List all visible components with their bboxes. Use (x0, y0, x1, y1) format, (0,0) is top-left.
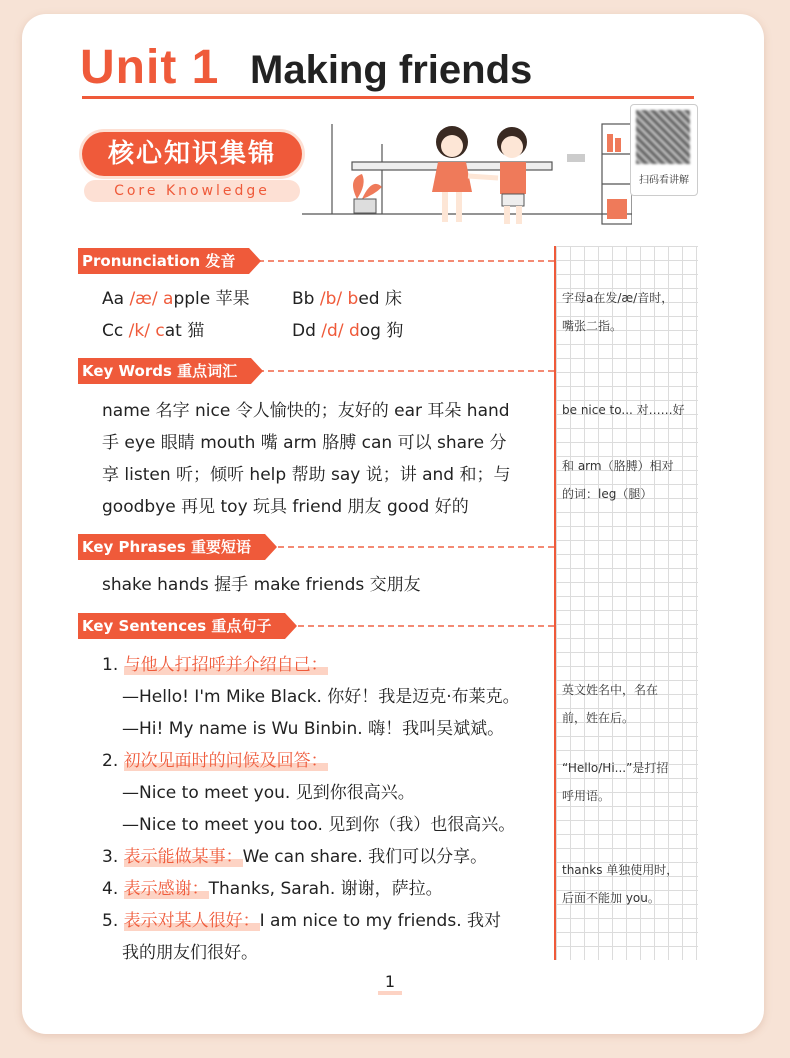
note-line: 字母a在发/æ/音时， (562, 291, 674, 305)
note-pronunciation (562, 284, 696, 340)
text: Thanks, Sarah. 谢谢，萨拉。 (208, 879, 443, 899)
pronunciation-row-4 (292, 316, 403, 341)
sentence-2b: —Nice to meet you too. 见到你（我）也很高兴。 (122, 815, 516, 835)
letters: Cc (102, 321, 124, 341)
sentence-5 (102, 906, 501, 931)
meaning: 猫 (187, 321, 205, 341)
letters: Dd (292, 321, 316, 341)
pronunciation-row-3 (102, 316, 204, 341)
core-knowledge-subtitle: Core Knowledge (84, 180, 300, 202)
sentence-2a: —Nice to meet you. 见到你很高兴。 (122, 783, 415, 803)
unit-number: Unit 1 (80, 41, 220, 94)
number: 2. (102, 751, 124, 771)
notes-grid (554, 246, 698, 960)
pronunciation-row-2 (292, 284, 402, 309)
note-line: thanks 单独使用时， (562, 863, 679, 877)
note-line: 前，姓在后。 (562, 711, 635, 725)
qr-code-image (636, 110, 690, 164)
sound: /d/ (321, 321, 344, 341)
note-line: 嘴张二指。 (562, 319, 623, 333)
number: 4. (102, 879, 124, 899)
qr-code[interactable] (630, 104, 698, 196)
sentence-2-title (102, 746, 328, 771)
unit-title: Making friends (250, 48, 533, 92)
key-words-line: 手 eye 眼睛 mouth 嘴 arm 胳膊 can 可以 share 分 (102, 433, 507, 453)
key-phrases-line: shake hands 握手 make friends 交朋友 (102, 575, 421, 595)
first-letter: d (348, 321, 360, 341)
note-line: 后面不能加 you。 (562, 891, 660, 905)
sound: /k/ (128, 321, 150, 341)
sound: /b/ (319, 289, 343, 309)
sound: /æ/ (129, 289, 158, 309)
note-nice-to (562, 396, 696, 424)
meaning: 狗 (386, 321, 404, 341)
note-line: 呼用语。 (562, 789, 611, 803)
note-line: 的词：leg（腿） (562, 487, 653, 501)
pronunciation-row-1 (102, 284, 250, 309)
text: I am nice to my friends. 我对 (259, 911, 502, 931)
note-line: be nice to... 对……好 (562, 403, 685, 417)
note-arm-leg (562, 452, 696, 508)
section-heading-key-phrases: Key Phrases 重要短语 (78, 534, 265, 560)
number: 5. (102, 911, 124, 931)
sentence-4 (102, 874, 443, 899)
note-thanks (562, 856, 696, 912)
key-words-line: name 名字 nice 令人愉快的；友好的 ear 耳朵 hand (102, 401, 510, 421)
note-line: “Hello/Hi...”是打招 (562, 761, 669, 775)
note-english-names (562, 676, 696, 732)
first-letter: b (347, 289, 359, 309)
title: 表示能做某事： (123, 847, 243, 867)
sentence-1-title (102, 650, 328, 675)
number: 1. (102, 655, 124, 675)
section-heading-pronunciation: Pronunciation 发音 (78, 248, 249, 274)
letters: Bb (292, 289, 315, 309)
meaning: 苹果 (215, 289, 250, 309)
meaning: 床 (384, 289, 402, 309)
title: 表示感谢： (123, 879, 209, 899)
word-rest: og (359, 321, 381, 341)
section-heading-key-sentences: Key Sentences 重点句子 (78, 613, 285, 639)
word-rest: pple (173, 289, 211, 309)
text: We can share. 我们可以分享。 (242, 847, 488, 867)
core-knowledge-badge: 核心知识集锦 (82, 132, 302, 176)
key-words-line: goodbye 再见 toy 玩具 friend 朋友 good 好的 (102, 497, 469, 517)
note-line: 英文姓名中，名在 (562, 683, 659, 697)
number: 3. (102, 847, 124, 867)
title: 与他人打招呼并介绍自己： (123, 655, 328, 675)
title-rule (82, 96, 694, 99)
children-handshake-illustration (302, 104, 632, 234)
sentence-3 (102, 842, 487, 867)
title: 初次见面时的问候及回答： (123, 751, 328, 771)
word-rest: at (164, 321, 182, 341)
workbook-page (22, 14, 764, 1034)
key-words-line: 享 listen 听；倾听 help 帮助 say 说；讲 and 和；与 (102, 465, 511, 485)
word-rest: ed (358, 289, 380, 309)
sentence-5-continued: 我的朋友们很好。 (122, 943, 258, 963)
page-number: 1 (378, 972, 402, 995)
sentence-1a: —Hello! I'm Mike Black. 你好！我是迈克·布莱克。 (122, 687, 520, 707)
sentence-1b: —Hi! My name is Wu Binbin. 嗨！我叫吴斌斌。 (122, 719, 505, 739)
letters: Aa (102, 289, 125, 309)
title: 表示对某人很好： (123, 911, 260, 931)
note-hello-hi (562, 754, 696, 810)
note-line: 和 arm（胳膊）相对 (562, 459, 674, 473)
first-letter: c (155, 321, 165, 341)
qr-code-label: 扫码看讲解 (639, 175, 689, 186)
section-heading-key-words: Key Words 重点词汇 (78, 358, 251, 384)
first-letter: a (163, 289, 174, 309)
